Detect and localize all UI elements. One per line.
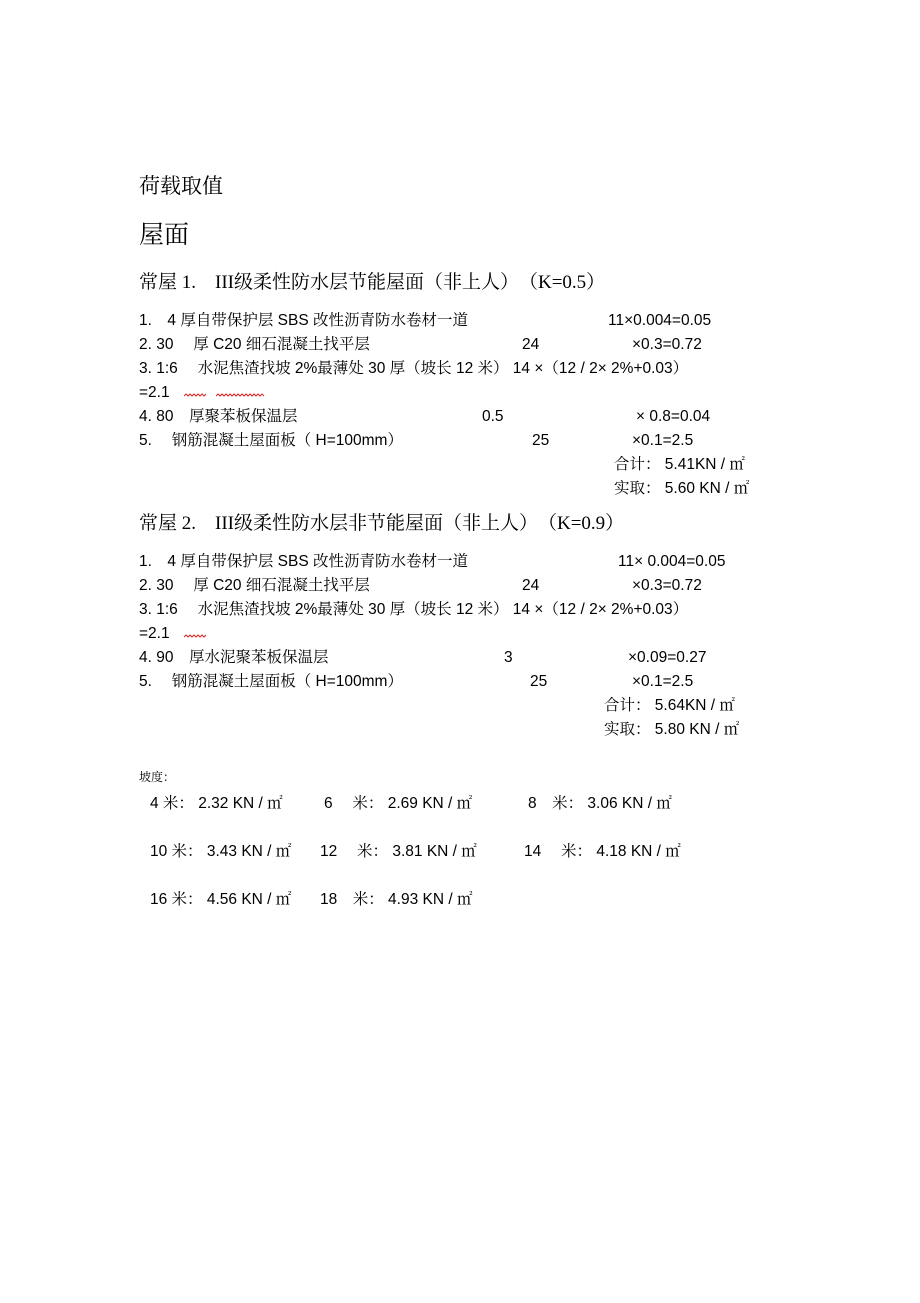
slope-value: 4 米： 2.32 KN / ㎡ (150, 795, 283, 812)
page-title: 荷载取值 (139, 174, 223, 198)
slope-value: 6 米： 2.69 KN / ㎡ (324, 795, 473, 812)
roof2-heading: 常屋 2. III级柔性防水层非节能屋面（非上人） （K=0.9） (139, 513, 625, 534)
roof2-item-4-calc: ×0.09=0.27 (628, 649, 707, 666)
slope-value: 10 米： 3.43 KN / ㎡ (150, 843, 292, 860)
roof2-item-5-desc: 5. 钢筋混凝土屋面板（ H=100mm） (139, 673, 403, 690)
spellcheck-underline (184, 393, 206, 397)
slope-value: 16 米： 4.56 KN / ㎡ (150, 891, 292, 908)
roof1-item-5-calc: ×0.1=2.5 (632, 432, 694, 449)
roof2-item-2-calc: ×0.3=0.72 (632, 577, 702, 594)
roof2-item-5-factor: 25 (530, 673, 548, 690)
roof1-heading: 常屋 1. III级柔性防水层节能屋面（非上人） （K=0.5） (139, 272, 606, 293)
slope-value: 8 米： 3.06 KN / ㎡ (528, 795, 672, 812)
roof2-item-1-desc: 1. 4 厚自带保护层 SBS 改性沥青防水卷材一道 (139, 553, 468, 570)
roof1-item-2-desc: 2. 30 厚 C20 细石混凝土找平层 (139, 336, 370, 353)
slope-value: 12 米： 3.81 KN / ㎡ (320, 843, 477, 860)
roof2-item-4-desc: 4. 90 厚水泥聚苯板保温层 (139, 649, 329, 666)
roof1-item-3-desc: 3. 1:6 水泥焦渣找坡 2%最薄处 30 厚（坡长 12 米） 14 ×（12 / 2× 2%+0.03） (139, 360, 689, 377)
spellcheck-underline (184, 634, 206, 638)
roof1-item-4-calc: × 0.8=0.04 (636, 408, 711, 425)
spellcheck-underline (216, 393, 264, 397)
roof1-item-5-desc: 5. 钢筋混凝土屋面板（ H=100mm） (139, 432, 403, 449)
roof2-item-5-calc: ×0.1=2.5 (632, 673, 694, 690)
slope-value: 14 米： 4.18 KN / ㎡ (524, 843, 681, 860)
roof1-item-4-desc: 4. 80 厚聚苯板保温层 (139, 408, 298, 425)
roof1-item-2-factor: 24 (522, 336, 540, 353)
roof1-total: 合计： 5.41KN / ㎡ (614, 456, 745, 473)
roof2-item-1-calc: 11× 0.004=0.05 (618, 553, 726, 570)
roof1-item-1-calc: 11×0.004=0.05 (608, 312, 712, 329)
roof2-item-2-factor: 24 (522, 577, 540, 594)
roof2-actual: 实取： 5.80 KN / ㎡ (604, 721, 740, 738)
roof1-item-1-desc: 1. 4 厚自带保护层 SBS 改性沥青防水卷材一道 (139, 312, 468, 329)
roof1-item-4-factor: 0.5 (482, 408, 504, 425)
slope-label: 坡度： (139, 770, 176, 784)
slope-value: 18 米： 4.93 KN / ㎡ (320, 891, 473, 908)
roof1-item-3-result: =2.1 (139, 384, 170, 401)
roof1-item-2-calc: ×0.3=0.72 (632, 336, 702, 353)
roof2-item-3-desc: 3. 1:6 水泥焦渣找坡 2%最薄处 30 厚（坡长 12 米） 14 ×（12 / 2× 2%+0.03） (139, 601, 689, 618)
roof2-total: 合计： 5.64KN / ㎡ (604, 697, 735, 714)
roof1-actual: 实取： 5.60 KN / ㎡ (614, 480, 750, 497)
roof1-item-5-factor: 25 (532, 432, 550, 449)
section-title: 屋面 (139, 222, 190, 249)
roof2-item-2-desc: 2. 30 厚 C20 细石混凝土找平层 (139, 577, 370, 594)
roof2-item-4-factor: 3 (504, 649, 513, 666)
roof2-item-3-result: =2.1 (139, 625, 170, 642)
